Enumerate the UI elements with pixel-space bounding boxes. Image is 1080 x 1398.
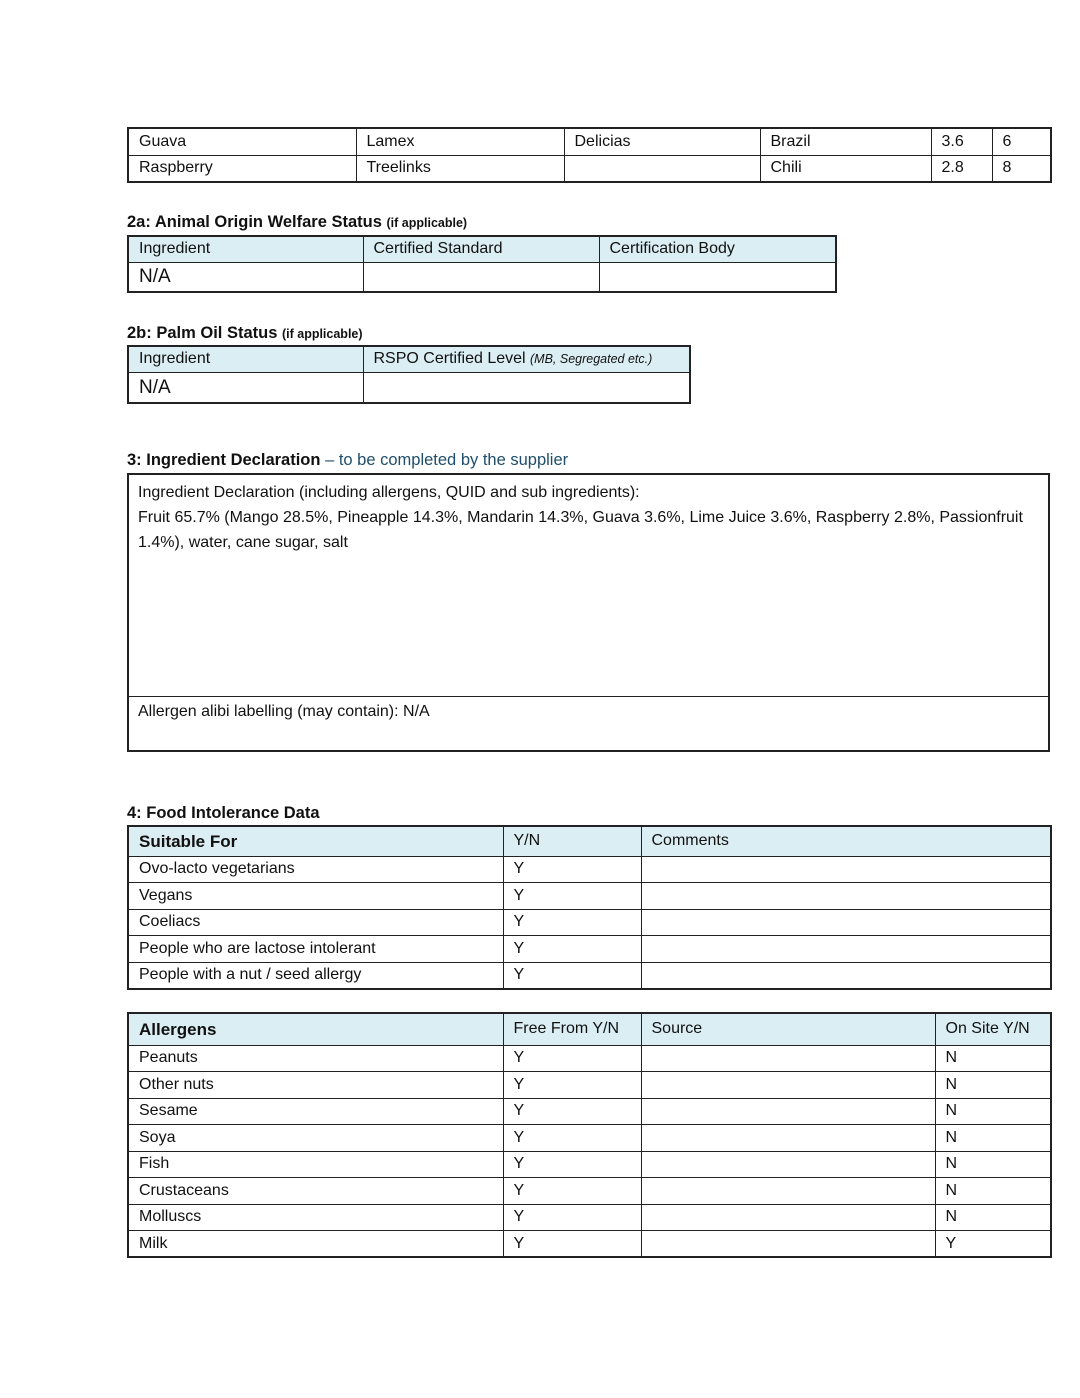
standard-cell [363,262,599,292]
ingredient-cell: Guava [128,128,356,155]
on-site-cell: N [935,1178,1051,1205]
table-row [128,128,1051,155]
allergen-cell: Milk [128,1231,503,1258]
value-cell: 8 [992,155,1051,182]
section-2a-qualifier: (if applicable) [386,216,468,230]
column-header: Y/N [503,826,641,856]
on-site-cell: N [935,1098,1051,1125]
declaration-label: Ingredient Declaration (including allergens, QUID and sub ingredients): [138,484,640,501]
column-header: RSPO Certified Level (MB, Segregated etc.) [363,346,690,372]
free-from-cell: Y [503,1098,641,1125]
table-row [128,155,1051,182]
on-site-cell: N [935,1151,1051,1178]
source-cell [641,1072,935,1099]
column-header: Ingredient [128,236,363,262]
source-cell [641,1151,935,1178]
header-note: (MB, Segregated etc.) [530,352,653,367]
source-cell [641,1178,935,1205]
table-row [128,883,1051,910]
table-row [128,909,1051,936]
column-header: Certification Body [599,236,836,262]
allergen-cell: Peanuts [128,1045,503,1072]
source-cell [641,1204,935,1231]
free-from-cell: Y [503,1231,641,1258]
yn-cell: Y [503,856,641,883]
free-from-cell: Y [503,1045,641,1072]
table-row [128,962,1051,989]
column-header: Allergens [128,1013,503,1045]
table-row [128,1231,1051,1258]
producer-cell: Delicias [564,128,760,155]
column-header: Certified Standard [363,236,599,262]
table-row [128,1072,1051,1099]
table-row [128,1125,1051,1152]
ingredient-cell: N/A [128,372,363,403]
group-cell: Coeliacs [128,909,503,936]
table-row [128,856,1051,883]
column-header: Comments [641,826,1051,856]
ingredient-cell: N/A [128,262,363,292]
table-row [128,1204,1051,1231]
allergen-cell: Molluscs [128,1204,503,1231]
yn-cell: Y [503,883,641,910]
comment-cell [641,883,1051,910]
table-row [128,1151,1051,1178]
table-row [128,936,1051,963]
comment-cell [641,962,1051,989]
free-from-cell: Y [503,1151,641,1178]
group-cell: Vegans [128,883,503,910]
section-3-note: – to be completed by the supplier [325,451,569,469]
declaration-text: Fruit 65.7% (Mango 28.5%, Pineapple 14.3%, Mandarin 14.3%, Guava 3.6%, Lime Juice 3.6%, Raspberry 2.8%, Passionfruit 1.4%), water, cane sugar, salt [138,509,1023,551]
source-cell [641,1045,935,1072]
column-header: On Site Y/N [935,1013,1051,1045]
allergen-cell: Crustaceans [128,1178,503,1205]
yn-cell: Y [503,909,641,936]
comment-cell [641,909,1051,936]
section-4-title: 4: Food Intolerance Data [127,804,320,822]
source-cell [641,1098,935,1125]
value-cell: 6 [992,128,1051,155]
sourcing-table [127,127,1052,183]
header-row [128,236,836,262]
section-2a-title: 2a: Animal Origin Welfare Status (if applicable) [127,213,468,231]
table-row [128,1098,1051,1125]
allergen-cell: Other nuts [128,1072,503,1099]
animal-welfare-table [127,235,837,293]
percent-cell: 2.8 [931,155,992,182]
column-header: Free From Y/N [503,1013,641,1045]
allergen-cell: Fish [128,1151,503,1178]
country-cell: Chili [760,155,931,182]
table-row [128,1178,1051,1205]
comment-cell [641,856,1051,883]
column-header: Suitable For [128,826,503,856]
allergen-cell: Sesame [128,1098,503,1125]
table-row [128,1045,1051,1072]
table-row [128,262,836,292]
ingredient-cell: Raspberry [128,155,356,182]
comment-cell [641,936,1051,963]
section-3-title: 3: Ingredient Declaration – to be completed by the supplier [127,451,569,469]
free-from-cell: Y [503,1125,641,1152]
rspo-cell [363,372,690,403]
allergens-table [127,1012,1052,1258]
ingredient-declaration-box [127,473,1050,752]
on-site-cell: N [935,1125,1051,1152]
body-cell [599,262,836,292]
section-2b-qualifier: (if applicable) [281,327,363,341]
supplier-cell: Lamex [356,128,564,155]
header-row [128,1013,1051,1045]
source-cell [641,1125,935,1152]
suitable-for-table [127,825,1052,990]
column-header: Ingredient [128,346,363,372]
declaration-area [129,475,1048,697]
source-cell [641,1231,935,1258]
on-site-cell: N [935,1045,1051,1072]
free-from-cell: Y [503,1204,641,1231]
allergen-cell: Soya [128,1125,503,1152]
supplier-cell: Treelinks [356,155,564,182]
producer-cell [564,155,760,182]
on-site-cell: N [935,1204,1051,1231]
allergen-alibi: Allergen alibi labelling (may contain): N/A [138,703,430,720]
group-cell: People who are lactose intolerant [128,936,503,963]
header-row [128,826,1051,856]
on-site-cell: N [935,1072,1051,1099]
column-header: Source [641,1013,935,1045]
free-from-cell: Y [503,1072,641,1099]
header-row [128,346,690,372]
country-cell: Brazil [760,128,931,155]
on-site-cell: Y [935,1231,1051,1258]
group-cell: Ovo-lacto vegetarians [128,856,503,883]
table-row [128,372,690,403]
palm-oil-table [127,345,691,404]
group-cell: People with a nut / seed allergy [128,962,503,989]
percent-cell: 3.6 [931,128,992,155]
free-from-cell: Y [503,1178,641,1205]
section-2b-title: 2b: Palm Oil Status (if applicable) [127,324,363,342]
yn-cell: Y [503,936,641,963]
yn-cell: Y [503,962,641,989]
